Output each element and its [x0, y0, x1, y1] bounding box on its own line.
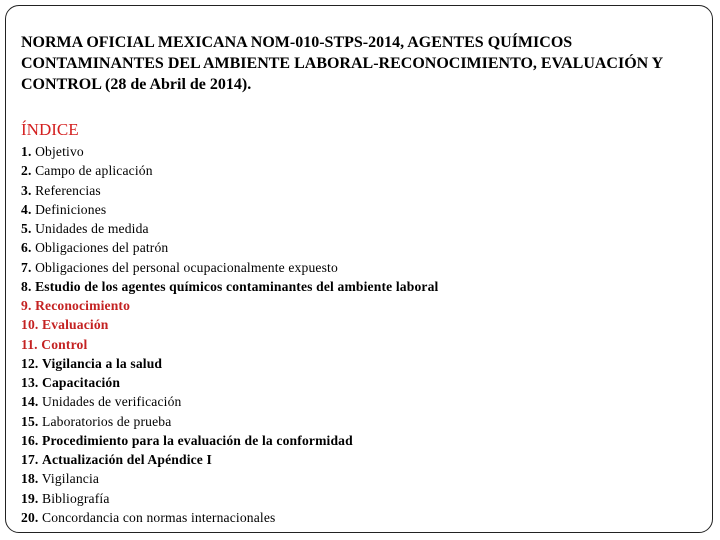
toc-item-label: Procedimiento para la evaluación de la conformidad	[42, 432, 353, 448]
toc-item-label: Vigilancia	[41, 471, 100, 487]
toc-item-number: 20.	[21, 509, 39, 525]
toc-item-number: 9.	[21, 298, 32, 313]
toc-item-label: Unidades de verificación	[42, 394, 182, 410]
toc-item-label: Referencias	[35, 182, 101, 198]
toc-item-number: 12.	[21, 355, 39, 371]
toc-item-label: Capacitación	[42, 375, 121, 390]
toc-item	[21, 392, 438, 411]
toc-item-number: 18.	[21, 471, 39, 487]
document-title: NORMA OFICIAL MEXICANA NOM-010-STPS-2014, AGENTES QUÍMICOS CONTAMINANTES DEL AMBIENTE LABORAL-RECONOCIMIENTO, EVALUACIÓN Y CONTROL (28 de Abril de 2014).	[21, 34, 663, 93]
toc-item-label: Campo de aplicación	[35, 163, 153, 179]
toc-item	[21, 373, 438, 392]
toc-item-number: 8.	[21, 278, 32, 294]
slide-frame	[5, 5, 713, 533]
toc-item-label: Control	[41, 336, 88, 352]
toc-item-label: Laboratorios de prueba	[42, 413, 172, 429]
toc-item	[21, 219, 438, 238]
toc-item-number: 19.	[21, 490, 39, 506]
table-of-contents	[21, 142, 438, 527]
toc-item	[21, 469, 438, 488]
toc-item	[21, 412, 438, 431]
toc-item	[21, 142, 438, 161]
toc-item-label: Obligaciones del patrón	[35, 240, 169, 256]
toc-item-label: Estudio de los agentes químicos contaminantes del ambiente laboral	[35, 278, 439, 294]
toc-item	[21, 450, 438, 469]
toc-item	[21, 296, 438, 315]
toc-item-label: Bibliografía	[42, 490, 110, 506]
toc-item-label: Obligaciones del personal ocupacionalmente expuesto	[35, 259, 338, 275]
toc-item-number: 3.	[21, 182, 32, 198]
index-heading: ÍNDICE	[21, 120, 79, 139]
toc-item	[21, 489, 438, 508]
toc-item-number: 10.	[21, 317, 39, 333]
toc-item-number: 1.	[21, 144, 32, 159]
toc-item	[21, 354, 438, 373]
toc-item	[21, 508, 438, 527]
toc-item-label: Actualización del Apéndice I	[42, 452, 212, 467]
toc-item-number: 4.	[21, 201, 32, 217]
toc-item-label: Definiciones	[35, 201, 107, 217]
toc-item-number: 11.	[21, 336, 38, 352]
toc-item-number: 17.	[21, 452, 39, 467]
toc-item-label: Vigilancia a la salud	[42, 355, 163, 371]
toc-item-number: 7.	[21, 259, 32, 275]
toc-item	[21, 431, 438, 450]
toc-item	[21, 238, 438, 257]
toc-item-label: Evaluación	[42, 317, 109, 333]
toc-item	[21, 335, 438, 354]
toc-item-number: 14.	[21, 394, 39, 410]
toc-item-number: 13.	[21, 375, 39, 390]
toc-item	[21, 258, 438, 277]
toc-item-number: 5.	[21, 221, 32, 236]
toc-item-label: Reconocimiento	[35, 298, 131, 313]
toc-item-number: 15.	[21, 413, 39, 429]
toc-item-label: Unidades de medida	[35, 221, 149, 236]
toc-item-number: 2.	[21, 163, 32, 179]
toc-item	[21, 315, 438, 334]
toc-item-number: 6.	[21, 240, 32, 256]
toc-item-label: Concordancia con normas internacionales	[42, 509, 276, 525]
toc-item-label: Objetivo	[35, 144, 84, 159]
toc-item	[21, 181, 438, 200]
toc-item	[21, 277, 438, 296]
toc-item-number: 16.	[21, 432, 39, 448]
toc-item	[21, 161, 438, 180]
toc-item	[21, 200, 438, 219]
